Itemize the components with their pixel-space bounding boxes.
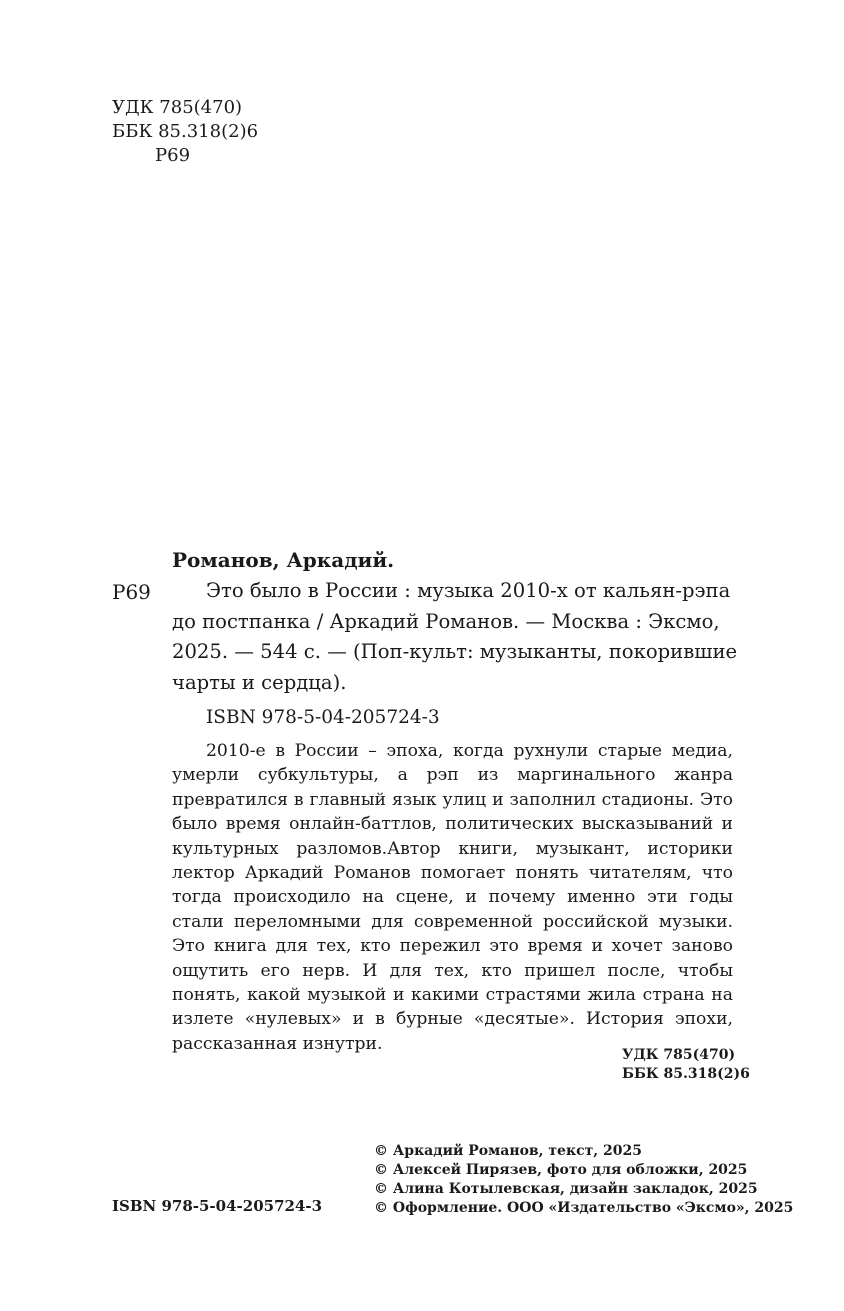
udk-code-bottom: УДК 785(470): [622, 1047, 736, 1063]
copyright-block: [374, 1142, 793, 1218]
udk-code: УДК 785(470): [112, 97, 243, 118]
isbn-bottom: ISBN 978-5-04-205724-3: [112, 1197, 323, 1215]
copyright-line: © Аркадий Романов, текст, 2025: [374, 1143, 642, 1159]
classification-codes-top: [112, 96, 258, 168]
classification-codes-bottom: [622, 1046, 750, 1084]
copyright-line: © Алина Котылевская, дизайн закладок, 2025: [374, 1181, 758, 1197]
author-mark-top: Р69: [155, 145, 191, 166]
copyright-line: © Оформление. ООО «Издательство «Эксмо», 2025: [374, 1200, 794, 1216]
author-mark: Р69: [112, 580, 151, 604]
bbk-code: ББК 85.318(2)6: [112, 121, 259, 142]
isbn-main: ISBN 978-5-04-205724-3: [206, 707, 440, 728]
author-heading: Романов, Аркадий.: [172, 548, 395, 572]
bibliographic-description: Это было в России : музыка 2010-х от кальян-рэпа до постпанка / Аркадий Романов. — Москва : Эксмо, 2025. — 544 с. — (Поп-культ: музыканты, покорившие чарты и сердца).: [172, 579, 738, 694]
copyright-line: © Алексей Пирязев, фото для обложки, 2025: [374, 1162, 748, 1178]
bbk-code-bottom: ББК 85.318(2)6: [622, 1066, 750, 1082]
annotation: 2010-е в России – эпоха, когда рухнули старые медиа, умерли субкультуры, а рэп из маргинального жанра превратился в главный язык улиц и заполнил стадионы. Это было время онлайн-баттлов, политических высказываний и культурных разломов.Автор книги, музыкант, историки лектор Аркадий Романов помогает понять читателям, что тогда происходило на сцене, и почему именно эти годы стали переломными для современной российской музыки. Это книга для тех, кто пережил это время и хочет заново ощутить его нерв. И для тех, кто пришел после, чтобы понять, какой музыкой и какими страстями жила страна на излете «нулевых» и в бурные «десятые». История эпохи, рассказанная изнутри.: [172, 741, 733, 1054]
